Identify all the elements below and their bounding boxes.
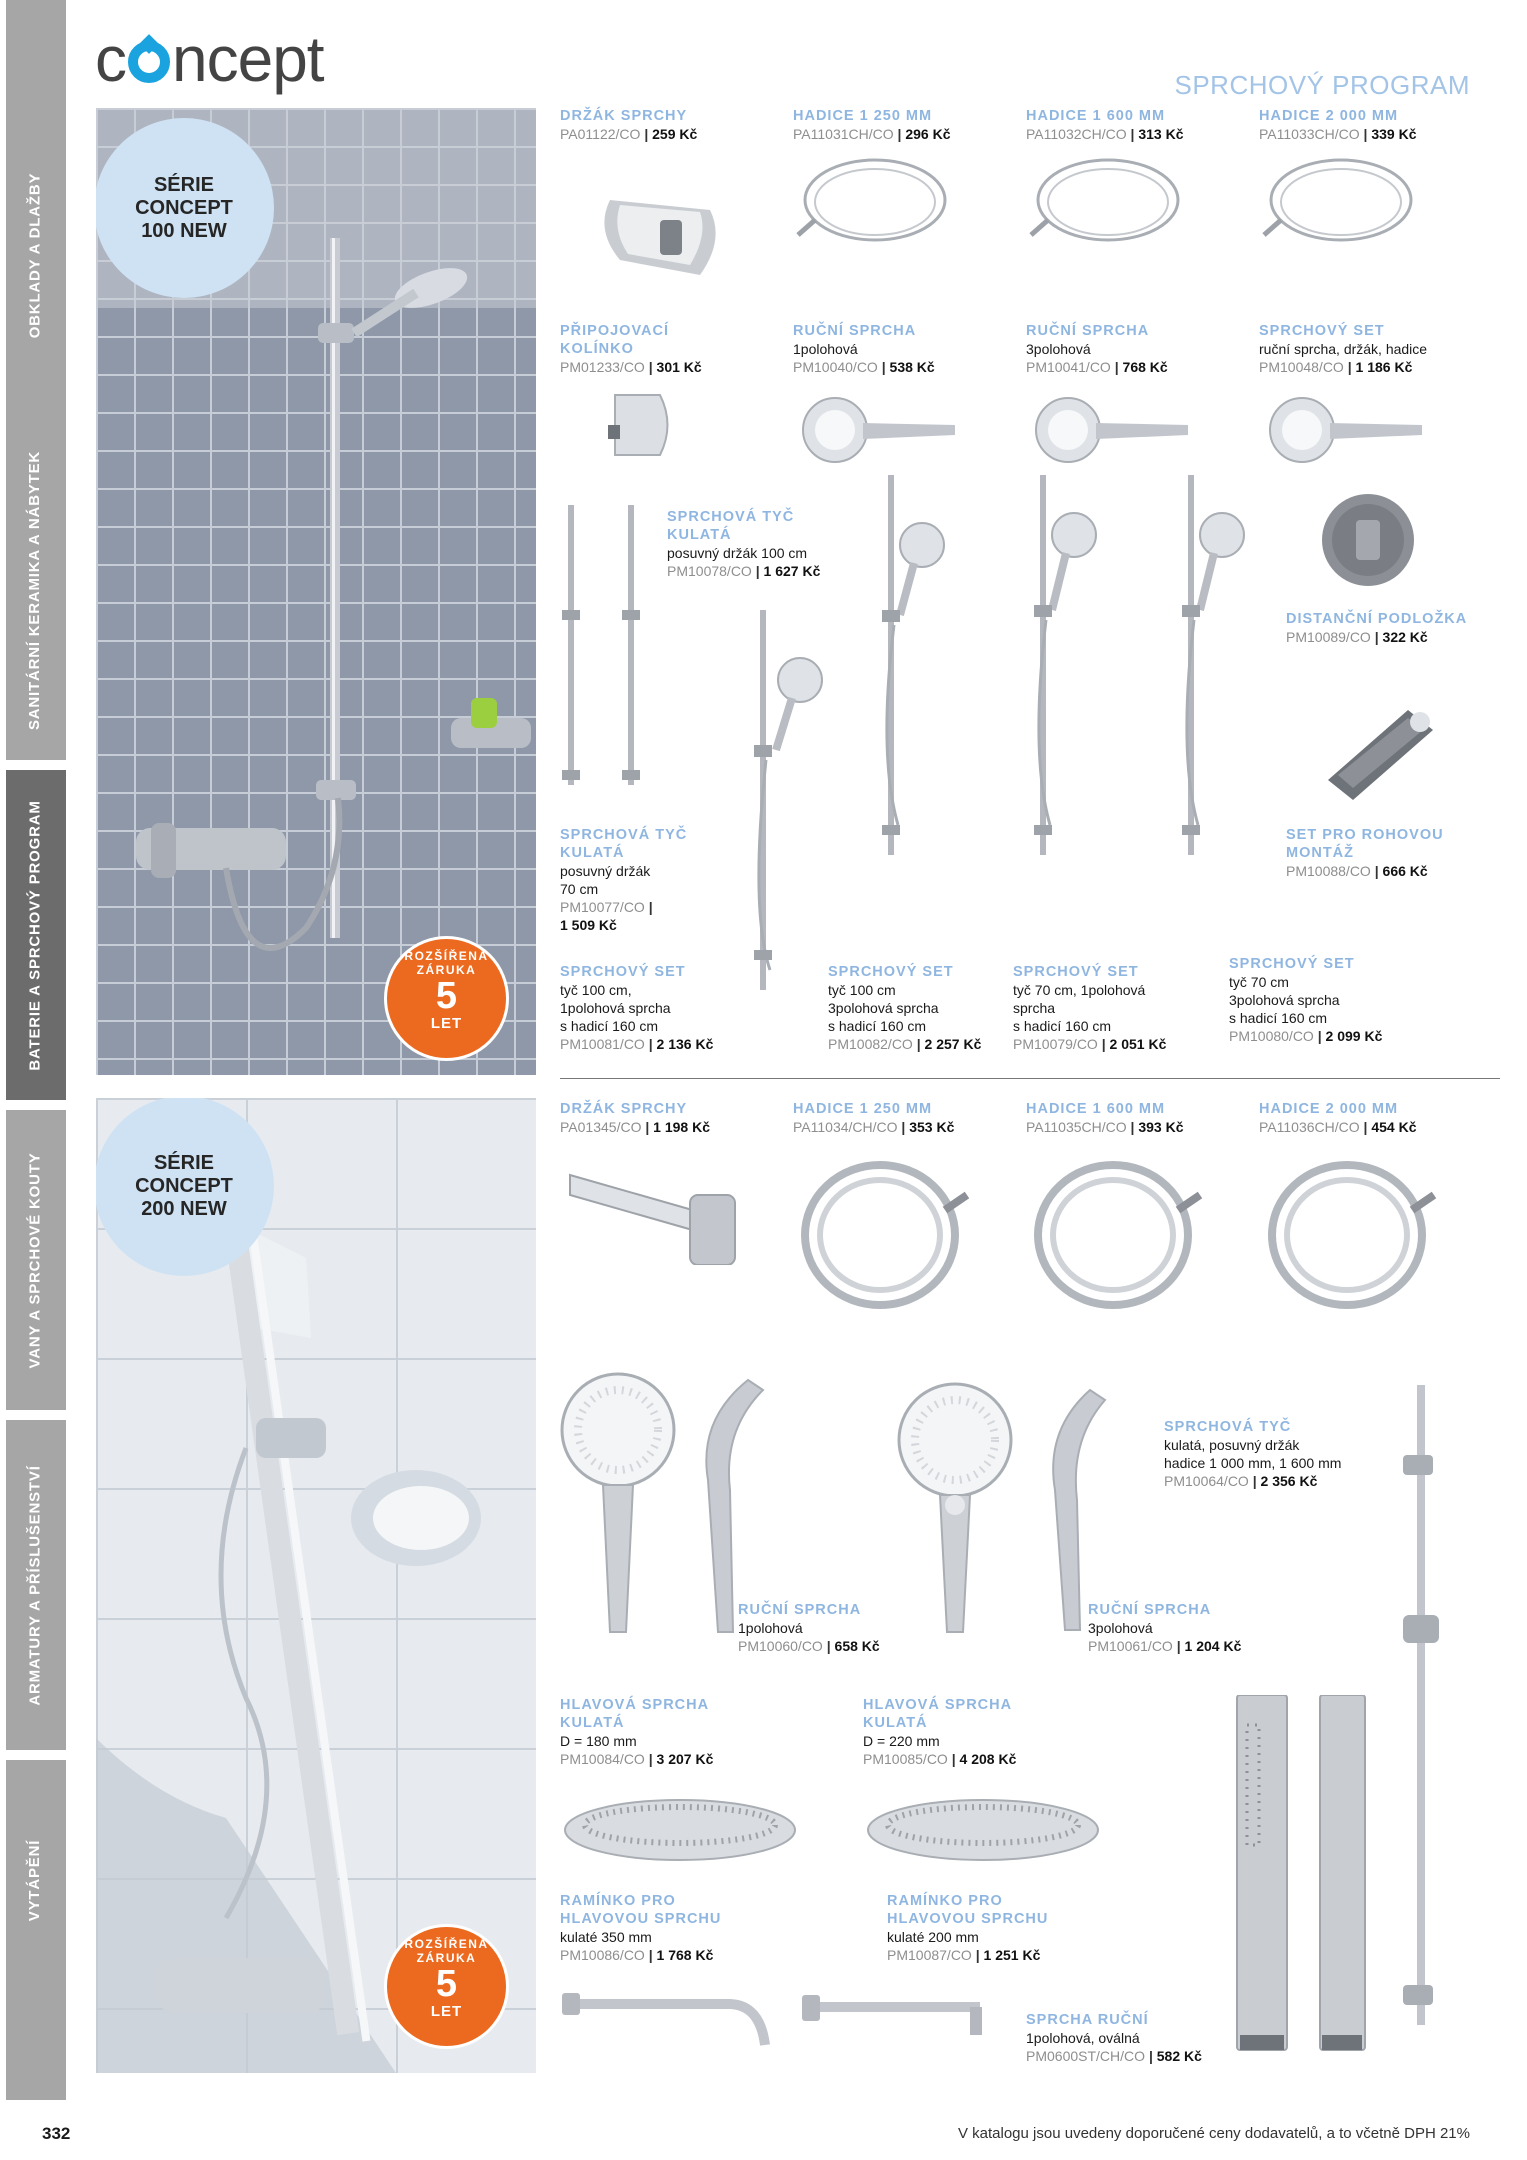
tab-label: VANY A SPRCHOVÉ KOUTY	[26, 1152, 44, 1368]
tab-sanitarni[interactable]	[0, 420, 70, 760]
shower-set-bar-image	[1168, 475, 1248, 855]
product-p16: SPRCHOVÝ SET tyč 70 cm 3polohová sprcha s hadicí 160 cm PM10080/CO | 2 099 Kč	[1229, 956, 1383, 1044]
drop-icon	[128, 41, 170, 83]
footer-note: V katalogu jsou uvedeny doporučené ceny dodavatelů, a to včetně DPH 21%	[957, 2125, 1470, 2142]
product-p11: SPRCHOVÁ TYČ KULATÁ posuvný držák 70 cm PM10077/CO | 1 509 Kč	[560, 827, 688, 933]
spacer-image	[1318, 490, 1418, 590]
hose-image	[790, 150, 960, 270]
head-shower-image	[560, 1795, 800, 1865]
series-bubble: SÉRIE CONCEPT 200 NEW	[96, 1098, 274, 1276]
section-title: SPRCHOVÝ PROGRAM	[1174, 70, 1470, 100]
product-p21: SPRCHOVÁ TYČ kulatá, posuvný držák hadice 1 000 mm, 1 600 mm PM10064/CO | 2 356 Kč	[1164, 1419, 1342, 1489]
product-p4: HADICE 2 000 MM PA11033CH/CO | 339 Kč	[1259, 108, 1417, 142]
tab-baterie[interactable]	[0, 770, 70, 1100]
tab-vytapeni[interactable]	[0, 1760, 70, 2000]
product-p3: HADICE 1 600 MM PA11032CH/CO | 313 Kč	[1026, 108, 1184, 142]
tab-label: OBKLADY A DLAŽBY	[26, 172, 44, 338]
hose-image	[1028, 1150, 1208, 1320]
hose-image	[795, 1150, 975, 1320]
shower-set-image	[1262, 395, 1432, 465]
shower-set-bar-image	[1020, 475, 1100, 855]
product-p2: HADICE 1 250 MM PA11031CH/CO | 296 Kč	[793, 108, 951, 142]
tab-armatury[interactable]	[0, 1420, 70, 1750]
product-p1: DRŽÁK SPRCHY PA01122/CO | 259 Kč	[560, 108, 698, 142]
hose-image	[1256, 150, 1426, 270]
head-shower-image	[863, 1795, 1103, 1865]
product-p22: RUČNÍ SPRCHA 1polohová PM10060/CO | 658 Kč	[738, 1602, 880, 1654]
shower-bar-image	[1385, 1385, 1455, 2025]
product-p12: SET PRO ROHOVOU MONTÁŽ PM10088/CO | 666 Kč	[1286, 827, 1444, 879]
warranty-badge: ROZŠÍŘENÁ ZÁRUKA 5 LET	[384, 1924, 509, 2049]
shower-bar-image	[560, 505, 650, 785]
product-p17: DRŽÁK SPRCHY PA01345/CO | 1 198 Kč	[560, 1101, 710, 1135]
corner-set-image	[1318, 700, 1438, 800]
hand-shower-image	[895, 1380, 1115, 1640]
product-p7: RUČNÍ SPRCHA 3polohová PM10041/CO | 768 Kč	[1026, 323, 1168, 375]
holder-image	[560, 1155, 750, 1265]
product-p18: HADICE 1 250 MM PA11034/CH/CO | 353 Kč	[793, 1101, 955, 1135]
hand-shower-image	[795, 395, 965, 465]
product-p27: RAMÍNKO PRO HLAVOVOU SPRCHU kulaté 200 mm PM10087/CO | 1 251 Kč	[887, 1893, 1049, 1963]
product-p23: RUČNÍ SPRCHA 3polohová PM10061/CO | 1 204 Kč	[1088, 1602, 1242, 1654]
hand-shower-image	[558, 1370, 778, 1640]
shower-arm-image	[800, 1985, 1000, 2060]
product-p9: SPRCHOVÁ TYČ KULATÁ posuvný držák 100 cm PM10078/CO | 1 627 Kč	[667, 509, 821, 579]
oval-hand-shower-image	[1232, 1695, 1392, 2055]
tab-label: BATERIE A SPRCHOVÝ PROGRAM	[26, 799, 44, 1071]
hose-image	[1262, 1150, 1442, 1320]
series-bubble: SÉRIE CONCEPT 100 NEW	[96, 118, 274, 298]
shower-set-bar-image	[740, 610, 830, 990]
holder-image	[590, 180, 740, 280]
product-p15: SPRCHOVÝ SET tyč 70 cm, 1polohová sprcha s hadicí 160 cm PM10079/CO | 2 051 Kč	[1013, 964, 1167, 1052]
product-p20: HADICE 2 000 MM PA11036CH/CO | 454 Kč	[1259, 1101, 1417, 1135]
product-p24: HLAVOVÁ SPRCHA KULATÁ D = 180 mm PM10084/CO | 3 207 Kč	[560, 1697, 714, 1767]
page-number: 332	[42, 2124, 71, 2143]
product-p25: HLAVOVÁ SPRCHA KULATÁ D = 220 mm PM10085/CO | 4 208 Kč	[863, 1697, 1017, 1767]
product-p13: SPRCHOVÝ SET tyč 100 cm, 1polohová sprcha s hadicí 160 cm PM10081/CO | 2 136 Kč	[560, 964, 714, 1052]
tab-label: ARMATURY A PŘÍSLUŠENSTVÍ	[26, 1464, 44, 1706]
tab-obklady[interactable]	[0, 130, 70, 380]
category-tabs	[0, 0, 70, 2160]
product-p6: RUČNÍ SPRCHA 1polohová PM10040/CO | 538 Kč	[793, 323, 935, 375]
series-200-photo	[96, 1098, 536, 2073]
product-p19: HADICE 1 600 MM PA11035CH/CO | 393 Kč	[1026, 1101, 1184, 1135]
brand-logo: c ncept	[95, 23, 324, 95]
tab-label: VYTÁPĚNÍ	[26, 1839, 44, 1921]
product-p26: RAMÍNKO PRO HLAVOVOU SPRCHU kulaté 350 mm PM10086/CO | 1 768 Kč	[560, 1893, 722, 1963]
hand-shower-image	[1028, 395, 1198, 465]
shower-arm-image	[560, 1985, 780, 2060]
warranty-badge: ROZŠÍŘENÁ ZÁRUKA 5 LET	[384, 936, 509, 1061]
tab-label: SANITÁRNÍ KERAMIKA A NÁBYTEK	[26, 450, 44, 730]
product-p10: DISTANČNÍ PODLOŽKA PM10089/CO | 322 Kč	[1286, 611, 1468, 645]
series-100-photo	[96, 108, 536, 1075]
tab-vany[interactable]	[0, 1110, 70, 1410]
product-p8: SPRCHOVÝ SET ruční sprcha, držák, hadice PM10048/CO | 1 186 Kč	[1259, 323, 1428, 375]
product-p14: SPRCHOVÝ SET tyč 100 cm 3polohová sprcha s hadicí 160 cm PM10082/CO | 2 257 Kč	[828, 964, 982, 1052]
product-p28: SPRCHA RUČNÍ 1polohová, oválná PM0600ST/CH/CO | 582 Kč	[1026, 2012, 1202, 2064]
section-divider	[560, 1078, 1500, 1079]
hose-image	[1023, 150, 1193, 270]
product-p5: PŘIPOJOVACÍ KOLÍNKO PM01233/CO | 301 Kč	[560, 323, 702, 375]
shower-set-bar-image	[868, 475, 948, 855]
elbow-image	[600, 385, 680, 465]
